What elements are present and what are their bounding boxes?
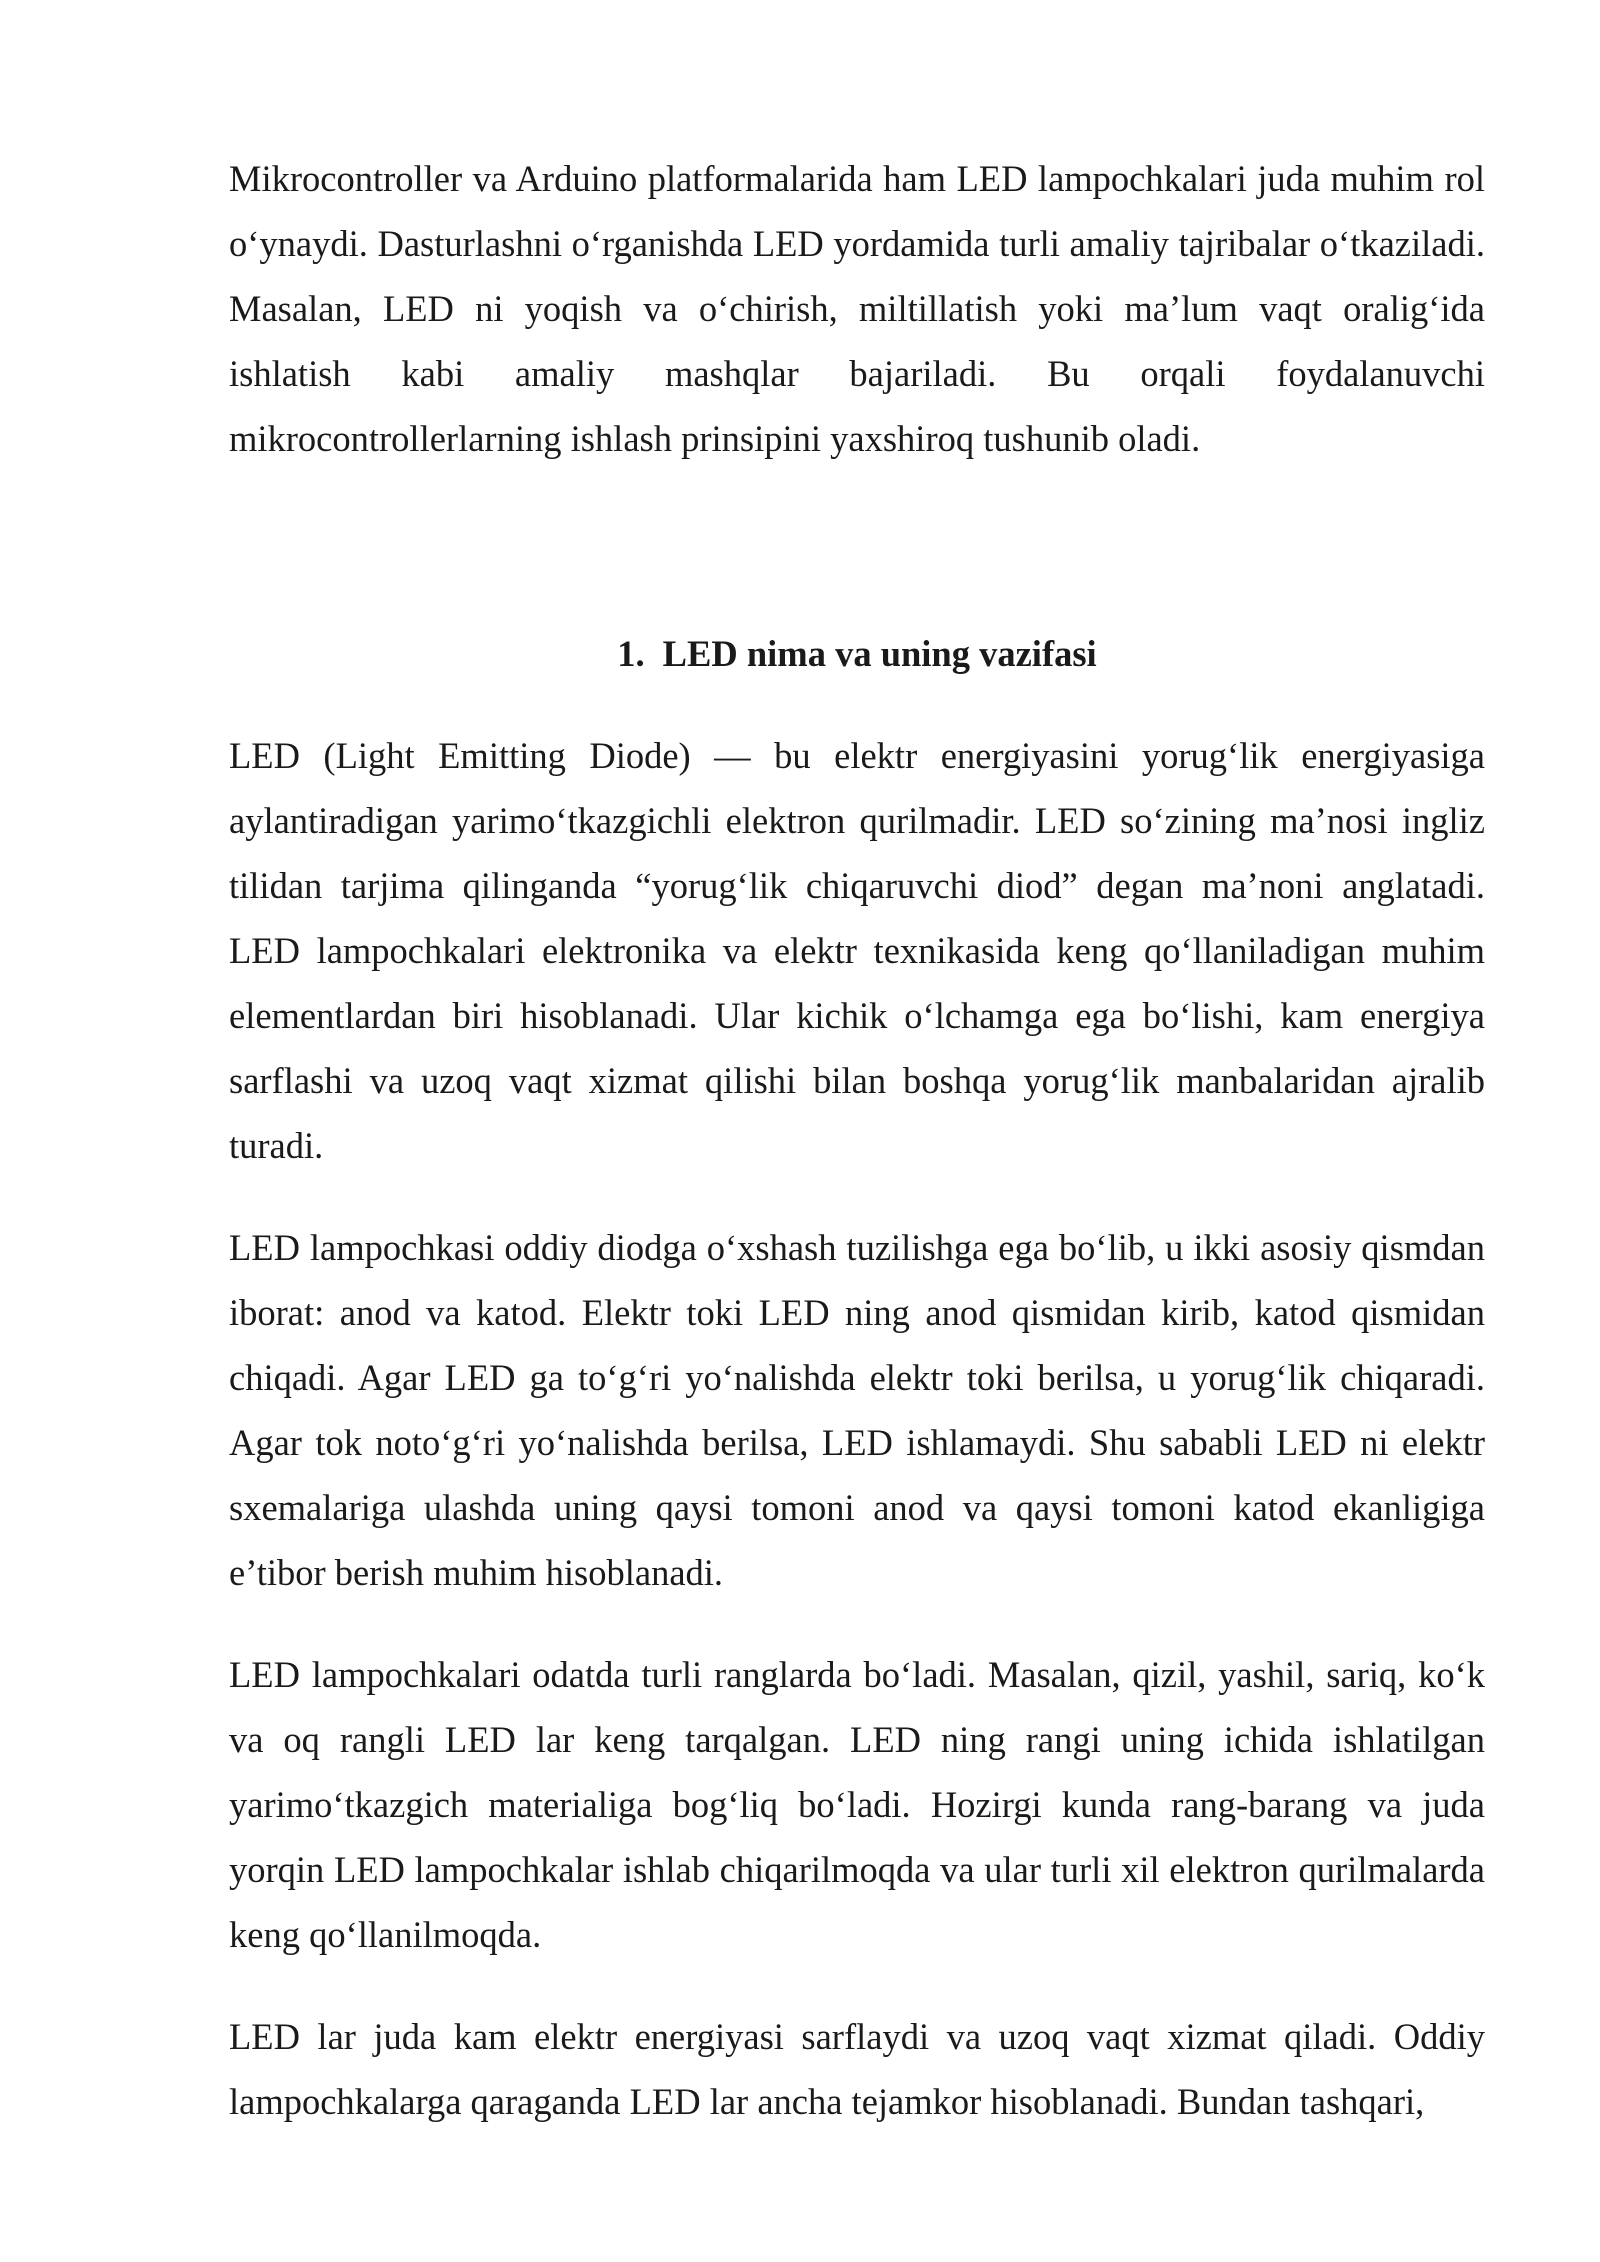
- section-title: LED nima va uning vazifasi: [662, 633, 1097, 674]
- document-body: [229, 146, 1485, 2134]
- paragraph-led-definition: LED (Light Emitting Diode) — bu elektr energiyasini yorug‘lik energiyasiga aylantiradigan yarimo‘tkazgichli elektron qurilmadir. LED so‘zining ma’nosi ingliz tilidan tarjima qilinganda “yorug‘lik chiqaruvchi diod” degan ma’noni anglatadi. LED lampochkalari elektronika va elektr texnikasida keng qo‘llaniladigan muhim elementlardan biri hisoblanadi. Ular kichik o‘lchamga ega bo‘lishi, kam energiya sarflashi va uzoq vaqt xizmat qilishi bilan boshqa yorug‘lik manbalaridan ajralib turadi.: [229, 735, 1485, 1166]
- intro-paragraph: Mikrocontroller va Arduino platformalarida ham LED lampochkalari juda muhim rol o‘ynaydi. Dasturlashni o‘rganishda LED yordamida turli amaliy tajribalar o‘tkaziladi. Masalan, LED ni yoqish va o‘chirish, miltillatish yoki ma’lum vaqt oralig‘ida ishlatish kabi amaliy mashqlar bajariladi. Bu orqali foydalanuvchi mikrocontrollerlarning ishlash prinsipini yaxshiroq tushunib oladi.: [229, 158, 1485, 459]
- section-number: 1.: [617, 633, 645, 674]
- section-heading: [229, 621, 1485, 686]
- paragraph-led-structure: LED lampochkasi oddiy diodga o‘xshash tuzilishga ega bo‘lib, u ikki asosiy qismdan iborat: anod va katod. Elektr toki LED ning anod qismidan kirib, katod qismidan chiqadi. Agar LED ga to‘g‘ri yo‘nalishda elektr toki berilsa, u yorug‘lik chiqaradi. Agar tok noto‘g‘ri yo‘nalishda berilsa, LED ishlamaydi. Shu sababli LED ni elektr sxemalariga ulashda uning qaysi tomoni anod va qaysi tomoni katod ekanligiga e’tibor berish muhim hisoblanadi.: [229, 1227, 1485, 1593]
- paragraph-led-colors: LED lampochkalari odatda turli ranglarda bo‘ladi. Masalan, qizil, yashil, sariq, ko‘k va oq rangli LED lar keng tarqalgan. LED ning rangi uning ichida ishlatilgan yarimo‘tkazgich materialiga bog‘liq bo‘ladi. Hozirgi kunda rang-barang va juda yorqin LED lampochkalar ishlab chiqarilmoqda va ular turli xil elektron qurilmalarda keng qo‘llanilmoqda.: [229, 1654, 1485, 1955]
- paragraph-led-efficiency: LED lar juda kam elektr energiyasi sarflaydi va uzoq vaqt xizmat qiladi. Oddiy lampochkalarga qaraganda LED lar ancha tejamkor hisoblanadi. Bundan tashqari,: [229, 2016, 1485, 2122]
